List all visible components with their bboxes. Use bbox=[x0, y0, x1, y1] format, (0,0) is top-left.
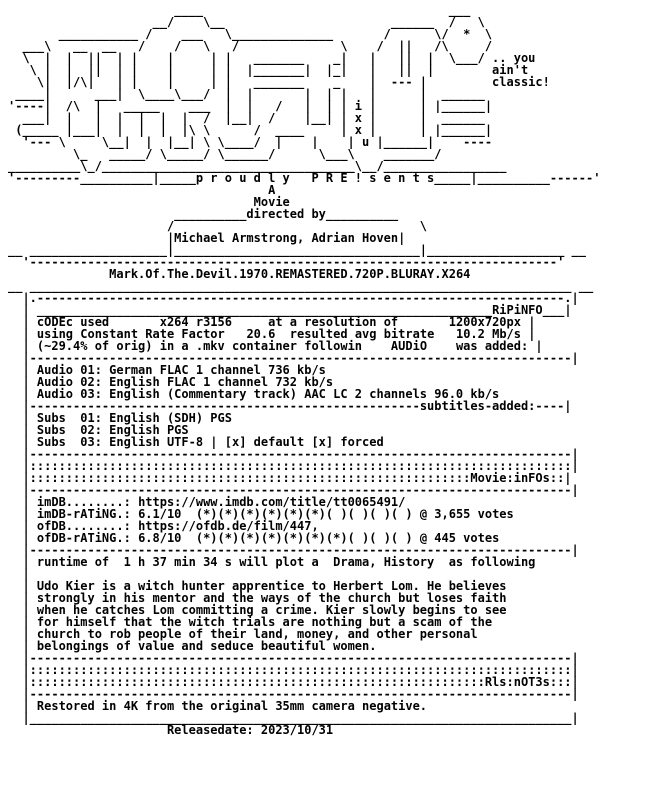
release-name: Mark.Of.The.Devil.1970.REMASTERED.720P.BLURAY.X264 bbox=[109, 267, 471, 281]
dots-line: |:::::::::::::::::::::::::::::::::::::::::::::::::::::::::::::::::::::::::::| bbox=[8, 459, 579, 473]
plot-text: when he catches Lom committing a crime. Kier slowly begins to see bbox=[36, 603, 507, 617]
logo-art-line: '--- \ \__| | |__| \ \____/ | | | u |______| ---- bbox=[8, 135, 493, 149]
plot-text: strongly in his mentor and the ways of the church but loses faith bbox=[36, 591, 507, 605]
directors-line-bottom: __ ___________________|__________________________________|___________________ __ bbox=[8, 243, 586, 257]
subs-item: Subs 03: English UTF-8 | [x] default [x] forced bbox=[36, 435, 384, 449]
runtime-line: | runtime of 1 h 37 min 34 s will plot a Drama, History as following bbox=[8, 555, 536, 569]
ofdb-rating-line: | ofDB-rATiNG.: 6.8/10 (*)(*)(*)(*)(*)(*)(*)( )( )( ) @ 445 votes bbox=[8, 531, 500, 545]
logo-art-line: \_ _____/ \_____/ \______/ \___\ _______/ bbox=[8, 147, 442, 161]
release-date: Releasedate: 2023/10/31 bbox=[166, 723, 334, 737]
subs-02: | Subs 02: English PGS bbox=[8, 423, 189, 437]
logo-art-line: (_____ |___| | | | |\ \ / ____ | x | | |______| bbox=[8, 123, 493, 137]
logo-art-line: \| |/\| | | | | | _______ _ | --- | classic! bbox=[8, 75, 550, 89]
box-top-2: |.-------------------------------------------------------------------------.| bbox=[8, 291, 579, 305]
audio-03: | Audio 03: English (Commentary track) AAC LC 2 channels 96.0 kb/s bbox=[8, 387, 500, 401]
divider: |---------------------------------------------------------------------------| bbox=[8, 543, 579, 557]
resolution-text: at a resolution of bbox=[268, 315, 399, 329]
logo-art-line: __________\_/___________________________________\__/_________________ bbox=[8, 159, 507, 173]
release-line-top: '-------------------------------------------------------------------------' bbox=[8, 255, 565, 269]
ofdb-label: ofDB........: bbox=[36, 519, 131, 533]
logo-art-line: ___________ / ___ \______________ / \/ * \ bbox=[8, 27, 493, 41]
ofdb-link[interactable]: https://ofdb.de/film/447, bbox=[138, 519, 319, 533]
divider: |---------------------------------------------------------------------------| bbox=[8, 351, 579, 365]
plot-4: | for himself that the witch trials are nothing but a scam of the bbox=[8, 615, 493, 629]
imdb-rating-line: | imDB-rATiNG.: 6.1/10 (*)(*)(*)(*)(*)(*)( )( )( )( ) @ 3,655 votes bbox=[8, 507, 514, 521]
subs-item: Subs 01: English (SDH) PGS bbox=[36, 411, 232, 425]
plot-2: | strongly in his mentor and the ways of the church but loses faith bbox=[8, 591, 507, 605]
directed-by-text: directed by bbox=[246, 207, 326, 221]
logo-art-line: ___\ __ __ / / \ / \ / || /\ / bbox=[8, 39, 493, 53]
audio-item: Audio 02: English FLAC 1 channel 732 kb/s bbox=[36, 375, 334, 389]
presents-line: '---------__________|_____p r o u d l y P R E ! s e n t s_____|__________------' bbox=[8, 171, 601, 185]
plot-text: church to rob people of their land, money, and other personal bbox=[36, 627, 478, 641]
logo-ascii-art bbox=[8, 4, 648, 172]
notes-label: Rls:nOT3s bbox=[484, 675, 550, 689]
runtime-text: runtime of 1 h 37 min 34 s will plot a Drama, History as following bbox=[36, 555, 536, 569]
plot-text: for himself that the witch trials are nothing but a scam of the bbox=[36, 615, 493, 629]
imdb-link[interactable]: https://www.imdb.com/title/tt0065491/ bbox=[138, 495, 406, 509]
ripinfo-header: | _______________________________________________________________RiPiNFO___| bbox=[8, 303, 572, 317]
plot-text: Udo Kier is a witch hunter apprentice to Herbert Lom. He believes bbox=[36, 579, 507, 593]
plot-6: | belongings of value and seduce beautiful women. bbox=[8, 639, 377, 653]
directors-line: |Michael Armstrong, Adrian Hoven| bbox=[8, 231, 406, 245]
resolution-value: 1200x720px bbox=[448, 315, 521, 329]
subs-01: | Subs 01: English (SDH) PGS bbox=[8, 411, 232, 425]
ofdb-rating: 6.8/10 (*)(*)(*)(*)(*)(*)(*)( )( )( ) @ 445 votes bbox=[138, 531, 500, 545]
movie-text: Movie bbox=[253, 195, 290, 209]
notes-line: | Restored in 4K from the original 35mm camera negative. bbox=[8, 699, 428, 713]
codec-value: x264 r3156 bbox=[159, 315, 232, 329]
subs-03: | Subs 03: English UTF-8 | [x] default [x] forced bbox=[8, 435, 384, 449]
plot-text: belongings of value and seduce beautiful women. bbox=[36, 639, 377, 653]
movieinfo-header: |:::::::::::::::::::::::::::::::::::::::::::::::::::::::::::::Movie:inFOs::| bbox=[8, 471, 572, 485]
codec-label: cODEc used bbox=[36, 315, 110, 329]
subtitles-header: |------------------------------------------------------subtitles-added:----| bbox=[8, 399, 572, 413]
box-bottom: |___________________________________________________________________________| bbox=[8, 711, 579, 725]
logo-art-line: ___| | | | | | | / |__| / |__| | x | | ______ bbox=[8, 111, 485, 125]
ofdb-rating-label: ofDB-rATiNG.: bbox=[36, 531, 131, 545]
audio-item: Audio 01: German FLAC 1 channel 736 kb/s bbox=[36, 363, 326, 377]
bitrate-text: resulted avg bitrate bbox=[289, 327, 435, 341]
logo-art-line: __/ \__ ______ / \ bbox=[8, 15, 485, 29]
directors-text: Michael Armstrong, Adrian Hoven bbox=[174, 231, 399, 245]
presents-text: p r o u d l y P R E ! s e n t s bbox=[195, 171, 435, 185]
logo-art-line: \ | | || | | | | | _______ _| | || | \___/ .. you bbox=[8, 51, 536, 65]
container-line: | (~29.4% of orig) in a .mkv container followin AUDiO was added: | bbox=[8, 339, 543, 353]
directors-line-top: / \ bbox=[8, 219, 428, 233]
movieinfo-label: Movie:inFOs bbox=[470, 471, 550, 485]
audio-text: AUDiO bbox=[390, 339, 428, 353]
imdb-line: | imDB........: https://www.imdb.com/title/tt0065491/ bbox=[8, 495, 406, 509]
logo-art-line: ____ ___ bbox=[8, 3, 478, 17]
plot-1: | Udo Kier is a witch hunter apprentice to Herbert Lom. He believes bbox=[8, 579, 507, 593]
divider: |---------------------------------------------------------------------------| bbox=[8, 483, 579, 497]
subtitles-label: subtitles-added: bbox=[419, 399, 536, 413]
divider: |---------------------------------------------------------------------------| bbox=[8, 447, 579, 461]
dots-line: |:::::::::::::::::::::::::::::::::::::::::::::::::::::::::::::::::::::::::::| bbox=[8, 663, 579, 677]
crf-text: using Constant Rate Factor bbox=[36, 327, 225, 341]
ripinfo-label: RiPiNFO bbox=[492, 303, 543, 317]
notes-text: Restored in 4K from the original 35mm camera negative. bbox=[36, 699, 428, 713]
imdb-rating-label: imDB-rATiNG.: bbox=[36, 507, 131, 521]
imdb-rating: 6.1/10 (*)(*)(*)(*)(*)(*)( )( )( )( ) @ 3,655 votes bbox=[138, 507, 514, 521]
audio-02: | Audio 02: English FLAC 1 channel 732 kb/s bbox=[8, 375, 334, 389]
plot-5: | church to rob people of their land, money, and other personal bbox=[8, 627, 478, 641]
logo-art-line: '----| /\ | _____ ___ | | / | | | i | | |______| bbox=[8, 99, 493, 113]
a-text: A bbox=[268, 183, 276, 197]
imdb-label: imDB........: bbox=[36, 495, 131, 509]
container-text: (~29.4% of orig) in a .mkv container followin bbox=[36, 339, 363, 353]
notes-header: |:::::::::::::::::::::::::::::::::::::::::::::::::::::::::::::::Rls:nOT3s:::| bbox=[8, 675, 579, 689]
blank-line: | bbox=[8, 567, 30, 581]
box-top: __ ___________________________________________________________________________ __ bbox=[8, 279, 594, 293]
logo-art-line: \ | | || | | | | | |_______| |_| | || | ain't bbox=[8, 63, 529, 77]
footer-line bbox=[8, 724, 648, 736]
audio-01: | Audio 01: German FLAC 1 channel 736 kb/s bbox=[8, 363, 326, 377]
codec-line: | cODEc used x264 r3156 at a resolution of 1200x720px | bbox=[8, 315, 536, 329]
added-text: was added: bbox=[455, 339, 529, 353]
bitrate-value: 10.2 Mb/s bbox=[455, 327, 522, 341]
subs-item: Subs 02: English PGS bbox=[36, 423, 189, 437]
logo-art-line: ____| ___| \____\___/ | | | | | | | ______ bbox=[8, 87, 485, 101]
plot-3: | when he catches Lom committing a crime. Kier slowly begins to see bbox=[8, 603, 507, 617]
directed-line: __________directed by__________ bbox=[8, 207, 399, 221]
ofdb-line: | ofDB........: https://ofdb.de/film/447, bbox=[8, 519, 319, 533]
divider: |---------------------------------------------------------------------------| bbox=[8, 687, 579, 701]
audio-item: Audio 03: English (Commentary track) AAC LC 2 channels 96.0 kb/s bbox=[36, 387, 500, 401]
crf-value: 20.6 bbox=[246, 327, 276, 341]
divider: |---------------------------------------------------------------------------| bbox=[8, 651, 579, 665]
crf-line: | using Constant Rate Factor 20.6 resulted avg bitrate 10.2 Mb/s | bbox=[8, 327, 536, 341]
